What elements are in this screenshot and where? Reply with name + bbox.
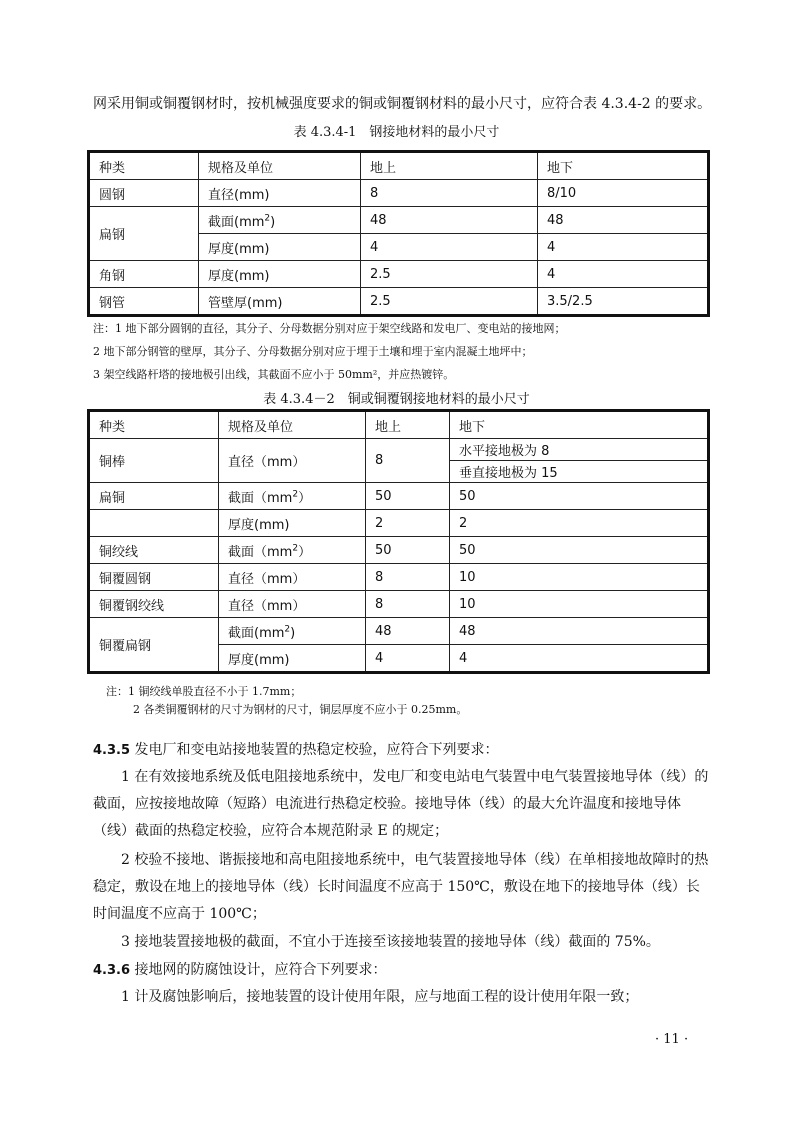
spec-cell: 截面$(mm^2)$ — [219, 537, 366, 564]
section-number: 4.3.5 — [93, 743, 131, 758]
below-ground-cell: 10 — [450, 591, 709, 618]
table-row — [89, 483, 709, 510]
above-ground-cell: 8 — [361, 180, 538, 207]
below-ground-cell: 3.5/2.5 — [538, 288, 709, 316]
table-row — [89, 510, 709, 537]
above-ground-cell: 2 — [366, 510, 450, 537]
below-ground-cell: 4 — [450, 645, 709, 673]
table1-note: 2 地下部分钢管的壁厚，其分子、分母数据分别对应于埋于土壤和埋于室内混凝土地坪中； — [93, 345, 533, 358]
kind-cell: 铜棒 — [89, 439, 219, 483]
above-ground-cell: 48 — [361, 207, 538, 234]
kind-cell: 铜覆扁钢 — [89, 618, 219, 673]
above-ground-cell: 2.5 — [361, 288, 538, 316]
table-row — [89, 288, 709, 316]
kind-cell: 铜覆钢绞线 — [89, 591, 219, 618]
below-ground-cell: 48 — [538, 207, 709, 234]
table1-note: 3 架空线路杆塔的接地极引出线，其截面不应小于 50mm²，并应热镀锌。 — [93, 368, 455, 381]
spec-cell: 厚度(mm) — [219, 510, 366, 537]
section-title: 发电厂和变电站接地装置的热稳定校验，应符合下列要求： — [130, 742, 499, 758]
spec-cell: 厚度(mm) — [199, 234, 361, 261]
kind-cell: 铜覆圆钢 — [89, 564, 219, 591]
header-cell: 种类 — [89, 411, 219, 439]
spec-cell: 厚度(mm) — [199, 261, 361, 288]
below-ground-cell: 2 — [450, 510, 709, 537]
page-number: · 11 · — [655, 1032, 689, 1047]
above-ground-cell: 8 — [366, 591, 450, 618]
spec-cell: 直径（mm） — [219, 591, 366, 618]
above-ground-cell: 48 — [366, 618, 450, 645]
table1-caption: 表 4.3.4-1 钢接地材料的最小尺寸 — [293, 125, 500, 140]
header-cell: 规格及单位 — [219, 411, 366, 439]
below-ground-cell: 4 — [538, 234, 709, 261]
header-cell: 地下 — [538, 152, 709, 180]
table-row — [89, 180, 709, 207]
spec-cell: 直径（mm） — [219, 564, 366, 591]
table-row — [89, 261, 709, 288]
table2-note: 注：1 铜绞线单股直径不小于 1.7mm； — [106, 685, 302, 698]
header-cell: 地上 — [366, 411, 450, 439]
below-ground-cell: 4 — [538, 261, 709, 288]
above-ground-cell: 8 — [366, 564, 450, 591]
below-ground-cell: 8/10 — [538, 180, 709, 207]
table-header-row — [89, 152, 709, 180]
section-4-3-5-heading — [93, 737, 713, 764]
kind-cell — [89, 510, 219, 537]
header-cell: 规格及单位 — [199, 152, 361, 180]
table-header-row — [89, 411, 709, 439]
table-row — [89, 564, 709, 591]
table-row — [89, 207, 709, 234]
above-ground-cell: 50 — [366, 537, 450, 564]
section-number: 4.3.6 — [93, 963, 131, 978]
below-ground-cell: 10 — [450, 564, 709, 591]
above-ground-cell: 4 — [361, 234, 538, 261]
below-ground-cell: 垂直接地极为 15 — [450, 461, 709, 483]
kind-cell: 铜绞线 — [89, 537, 219, 564]
spec-cell: 直径（mm） — [219, 439, 366, 483]
above-ground-cell: 4 — [366, 645, 450, 673]
header-cell: 地上 — [361, 152, 538, 180]
section-4-3-5-item-3: 3 接地装置接地极的截面，不宜小于连接至该接地装置的接地导体（线）截面的 75%。 — [121, 934, 660, 950]
table-row — [89, 618, 709, 645]
table2-note: 2 各类铜覆钢材的尺寸为钢材的尺寸，铜层厚度不应小于 0.25mm。 — [133, 703, 468, 716]
table-steel-grounding-sizes — [87, 150, 710, 317]
kind-cell: 钢管 — [89, 288, 199, 316]
below-ground-cell: 水平接地极为 8 — [450, 439, 709, 461]
below-ground-cell: 50 — [450, 483, 709, 510]
section-4-3-6-item-1: 1 计及腐蚀影响后，接地装置的设计使用年限，应与地面工程的设计使用年限一致； — [121, 989, 639, 1005]
table1-note: 注：1 地下部分圆钢的直径，其分子、分母数据分别对应于架空线路和发电厂、变电站的接地网； — [93, 322, 566, 335]
spec-cell: 截面$(mm^2)$ — [219, 618, 366, 645]
kind-cell: 扁钢 — [89, 207, 199, 261]
above-ground-cell: 50 — [366, 483, 450, 510]
spec-cell: 截面$(mm^2)$ — [219, 483, 366, 510]
table2-caption: 表 4.3.4－2 铜或铜覆钢接地材料的最小尺寸 — [263, 392, 530, 407]
header-cell: 地下 — [450, 411, 709, 439]
kind-cell: 圆钢 — [89, 180, 199, 207]
table-row — [89, 537, 709, 564]
table-copper-grounding-sizes — [87, 409, 710, 674]
kind-cell: 角钢 — [89, 261, 199, 288]
below-ground-cell: 48 — [450, 618, 709, 645]
section-title: 接地网的防腐蚀设计，应符合下列要求： — [130, 962, 387, 978]
above-ground-cell: 8 — [366, 439, 450, 483]
kind-cell: 扁铜 — [89, 483, 219, 510]
header-cell: 种类 — [89, 152, 199, 180]
spec-cell: 管壁厚(mm) — [199, 288, 361, 316]
section-4-3-5-item-1: 1 在有效接地系统及低电阻接地系统中，发电厂和变电站电气装置中电气装置接地导体（线）的截面，应按接地故障（短路）电流进行热稳定校验。接地导体（线）的最大允许温度和接地导体（线）截面的热稳定校验，应符合本规范附录 E 的规定； — [93, 769, 709, 839]
spec-cell: 厚度(mm) — [219, 645, 366, 673]
section-4-3-6-heading — [93, 957, 713, 984]
section-4-3-5-item-2: 2 校验不接地、谐振接地和高电阻接地系统中，电气装置接地导体（线）在单相接地故障时的热稳定，敷设在地上的接地导体（线）长时间温度不应高于 150℃，敷设在地下的接地导体（线）长时间温度不应高于 100℃； — [93, 852, 709, 922]
above-ground-cell: 2.5 — [361, 261, 538, 288]
table-row — [89, 591, 709, 618]
spec-cell: 截面$(mm^2)$ — [199, 207, 361, 234]
spec-cell: 直径(mm) — [199, 180, 361, 207]
below-ground-cell: 50 — [450, 537, 709, 564]
table-row — [89, 439, 709, 461]
intro-paragraph: 网采用铜或铜覆钢材时，按机械强度要求的铜或铜覆钢材料的最小尺寸，应符合表 4.3.4-2 的要求。 — [93, 96, 712, 112]
